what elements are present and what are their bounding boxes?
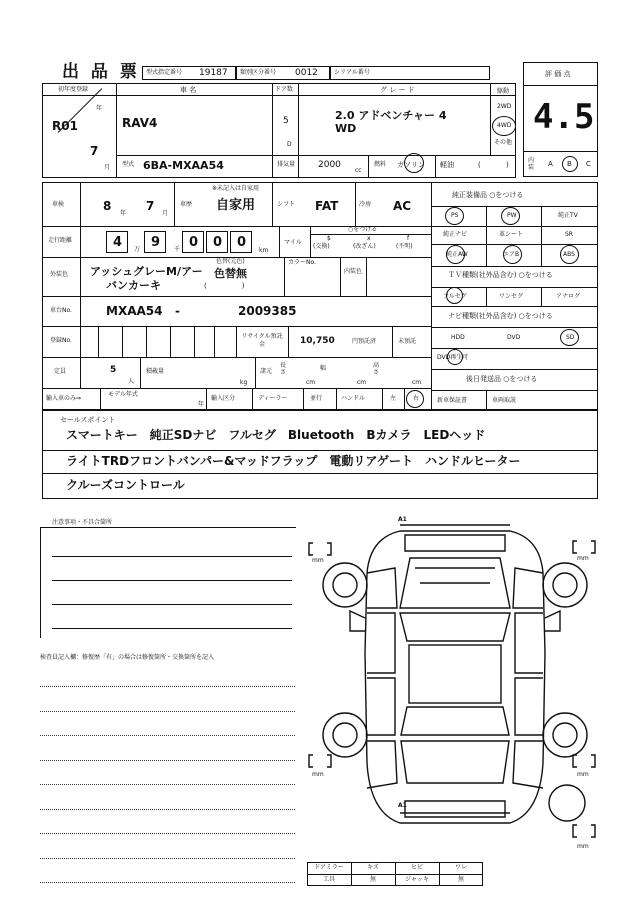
legend-header: ドアミラー bbox=[314, 864, 344, 871]
mileage-digit: 9 bbox=[151, 235, 161, 250]
r2-v16 bbox=[206, 388, 207, 410]
equip-abs-circle bbox=[560, 245, 579, 264]
eq-v5 bbox=[486, 390, 487, 410]
drive-label: 駆動 bbox=[497, 88, 510, 95]
row1-v7 bbox=[435, 155, 436, 178]
car-name: RAV4 bbox=[122, 116, 158, 130]
displacement-unit: cc bbox=[355, 167, 362, 174]
color-line1b: 色替無 bbox=[214, 267, 247, 280]
capacity-unit: 人 bbox=[128, 378, 135, 385]
shaken-month: 7 bbox=[146, 199, 155, 213]
first-reg-month-unit: 月 bbox=[104, 164, 111, 171]
type-number-label: 型式指定番号 bbox=[146, 69, 183, 76]
r2-v6 bbox=[310, 226, 311, 257]
handle-left: 左 bbox=[390, 395, 397, 402]
class-number-label: 類別区分番号 bbox=[240, 69, 277, 76]
interior-a: A bbox=[548, 160, 553, 168]
r2-v8 bbox=[340, 257, 341, 296]
history-label: 車歴 bbox=[180, 201, 193, 208]
load-unit: kg bbox=[240, 379, 248, 386]
equip-title: 純正装備品 ○をつける bbox=[452, 191, 524, 199]
navi-dvd: DVD bbox=[507, 334, 521, 341]
diagram-a1-bottom: A1 bbox=[398, 802, 407, 809]
row1-model-line bbox=[116, 155, 516, 156]
mileage-f: f bbox=[407, 235, 410, 242]
legend-value: ジャッキ bbox=[405, 876, 429, 883]
fuel-paren-open: ( bbox=[478, 161, 481, 169]
recycle-paid: 円預託済 bbox=[352, 338, 377, 345]
shaken-label: 車検 bbox=[52, 201, 65, 208]
model-label: 型式 bbox=[122, 161, 135, 168]
diagram-mm-3: mm bbox=[312, 771, 324, 778]
mileage-sen: 千 bbox=[174, 246, 181, 253]
score-divider bbox=[523, 85, 598, 86]
selling-line2: ライトTRDフロントバンパー&マッドフラップ 電動リアゲート ハンドルヒーター bbox=[66, 454, 521, 468]
r2-v19 bbox=[336, 388, 337, 410]
inspector-label: 検査員記入欄：修復歴「有」の場合は修復箇所・交換箇所を記入 bbox=[40, 654, 215, 661]
mileage-digit: 4 bbox=[113, 235, 123, 250]
shift-label: シフト bbox=[277, 201, 296, 208]
grade-line2: WD bbox=[335, 122, 357, 135]
dims-label: 諸元 bbox=[260, 368, 273, 375]
selling-label: セールスポイント bbox=[60, 416, 116, 424]
r2-v1 bbox=[80, 182, 81, 388]
inspector-line bbox=[40, 686, 295, 687]
mileage-digit: 0 bbox=[213, 235, 223, 250]
mileage-dollar: $ bbox=[327, 235, 331, 242]
fuel-gasoline: ガソリン bbox=[397, 161, 425, 169]
load-label: 積載量 bbox=[146, 368, 165, 375]
eq-h6 bbox=[431, 306, 598, 307]
eq-v1 bbox=[486, 206, 487, 266]
legend-header: キズ bbox=[367, 864, 379, 871]
mileage-modified: (改ざん) bbox=[353, 243, 376, 250]
equip-airbag: エアB bbox=[503, 251, 520, 258]
interior-c: C bbox=[586, 160, 591, 168]
capacity: 5 bbox=[110, 365, 117, 375]
type-number: 19187 bbox=[199, 68, 228, 78]
r2-v21 bbox=[404, 388, 405, 410]
inspector-line bbox=[40, 735, 295, 736]
shaken-year-unit: 年 bbox=[120, 210, 127, 217]
color-line1: アッシュグレーM/アー bbox=[90, 265, 203, 278]
caution-bracket bbox=[40, 527, 296, 638]
grade: 2.0 アドベンチャー 4 bbox=[335, 109, 447, 122]
drive-2wd: 2WD bbox=[497, 103, 512, 110]
diagram-mm-4: mm bbox=[577, 771, 589, 778]
mileage-x: x bbox=[367, 235, 371, 242]
frame-dash: - bbox=[175, 304, 180, 318]
mileage-km: km bbox=[259, 247, 269, 254]
mileage-circle-label: ○をつける bbox=[348, 226, 378, 233]
mileage-unknown: (不明) bbox=[396, 243, 413, 250]
eq-v3 bbox=[486, 287, 487, 306]
shaken-month-unit: 月 bbox=[162, 210, 169, 217]
doors-label: ドア数 bbox=[275, 86, 293, 93]
r2-v5 bbox=[279, 226, 280, 257]
sell-h2 bbox=[42, 473, 598, 474]
history: 自家用 bbox=[216, 198, 256, 213]
frame-label: 車台No. bbox=[50, 307, 72, 314]
later-title: 後日発送品 ○をつける bbox=[466, 375, 538, 383]
handle-right: 右 bbox=[413, 395, 420, 402]
navi-sd: SD bbox=[566, 334, 575, 341]
equip-ps-circle bbox=[445, 207, 464, 225]
import-parallel: 並行 bbox=[310, 395, 323, 402]
r2-v10 bbox=[236, 326, 237, 357]
navi-title: ナビ種類(社外品含む) ○をつける bbox=[448, 312, 553, 320]
fuel-paren-close: ) bbox=[506, 161, 509, 169]
color-label: 外装色 bbox=[50, 271, 69, 278]
model: 6BA-MXAA54 bbox=[143, 159, 224, 172]
reg-cell-divider bbox=[98, 326, 99, 357]
eq-h4 bbox=[431, 266, 598, 267]
equip-navi: 純正ナビ bbox=[443, 231, 468, 238]
import-dealer: ディーラー bbox=[258, 395, 288, 402]
caution-line-4 bbox=[52, 628, 292, 629]
equip-airbag-circle bbox=[503, 245, 522, 264]
grade-label: グ レ ー ド bbox=[380, 86, 415, 94]
r2-v17 bbox=[252, 388, 253, 410]
r2-v7 bbox=[284, 257, 285, 296]
r2-v11 bbox=[288, 326, 289, 357]
mile-label: マイル bbox=[284, 239, 302, 246]
history-note: ※未記入は自家用 bbox=[212, 185, 260, 192]
serial-number-label: シリアル番号 bbox=[334, 69, 370, 76]
first-reg-year-unit: 年 bbox=[96, 105, 103, 112]
eq-h10 bbox=[431, 390, 598, 391]
interior-b: B bbox=[567, 160, 572, 168]
equip-abs: ABS bbox=[563, 251, 575, 258]
interior-b-circle bbox=[562, 156, 578, 172]
mileage-digit-cell bbox=[144, 231, 166, 253]
sell-h1 bbox=[42, 450, 598, 451]
mileage-digit-cell bbox=[106, 231, 128, 253]
recycle-label: リサイクル預託金 bbox=[241, 333, 283, 348]
inspector-line bbox=[40, 760, 295, 761]
score-divider-2 bbox=[523, 151, 598, 152]
score-label: 評 価 点 bbox=[545, 70, 571, 78]
car-name-label: 車 名 bbox=[180, 86, 197, 94]
legend-header: ワレ bbox=[454, 864, 467, 871]
r2-v3 bbox=[272, 182, 273, 226]
handle-label: ハンドル bbox=[341, 395, 366, 402]
color-replace-label: 色替(元色) bbox=[216, 258, 245, 265]
row1-v3 bbox=[298, 83, 299, 178]
diagram-a1-top: A1 bbox=[398, 516, 407, 523]
equip-leather: 革シート bbox=[499, 231, 524, 238]
r2-v15 bbox=[100, 388, 101, 410]
doors-d: D bbox=[287, 141, 292, 148]
equip-tv: 純正TV bbox=[558, 212, 578, 219]
color-paren: ( ) bbox=[204, 282, 245, 290]
detail-h3 bbox=[42, 296, 431, 297]
equip-pw-circle bbox=[501, 207, 520, 225]
recycle-unpaid: 未預託 bbox=[398, 338, 417, 345]
drive-4wd: 4WD bbox=[497, 122, 512, 129]
r2-v2 bbox=[174, 182, 175, 226]
doors: 5 bbox=[283, 116, 289, 126]
mileage-digit-cell bbox=[206, 231, 228, 253]
fuel-gasoline-circle bbox=[404, 153, 424, 173]
handle-right-circle bbox=[406, 390, 424, 408]
import-class-label: 輸入区分 bbox=[211, 395, 236, 402]
shaken-year: 8 bbox=[103, 199, 112, 213]
inspector-line bbox=[40, 858, 295, 859]
equip-aw: 純正AW bbox=[446, 251, 468, 258]
selling-line3: クルーズコントロール bbox=[66, 478, 185, 492]
selling-line1: スマートキー 純正SDナビ フルセグ Bluetooth Bカメラ LEDヘッド bbox=[66, 428, 486, 442]
first-reg-month: 7 bbox=[90, 144, 99, 158]
reg-cell-divider bbox=[170, 326, 171, 357]
diagram-mm-1: mm bbox=[312, 557, 324, 564]
score-value: 4.5 bbox=[533, 97, 595, 137]
r2-v9 bbox=[366, 257, 367, 296]
reg-cell-divider bbox=[146, 326, 147, 357]
r2-v18 bbox=[303, 388, 304, 410]
caution-line-1 bbox=[52, 556, 292, 557]
length-unit: cm bbox=[306, 379, 316, 386]
equip-sr: SR bbox=[565, 231, 573, 238]
capacity-label: 定員 bbox=[54, 368, 67, 375]
first-reg-label: 初年度登録 bbox=[58, 86, 89, 93]
car-diagram bbox=[305, 513, 605, 853]
diagram-mm-5: mm bbox=[577, 843, 589, 850]
first-reg-year: R01 bbox=[52, 119, 78, 133]
frame-number: 2009385 bbox=[238, 304, 297, 318]
reg-cell-divider bbox=[214, 326, 215, 357]
shift: FAT bbox=[315, 199, 339, 213]
r2-v12 bbox=[392, 326, 393, 357]
displacement-label: 排気量 bbox=[277, 161, 296, 168]
mileage-digit-cell bbox=[230, 231, 252, 253]
tv-analog: アナログ bbox=[556, 293, 581, 300]
tv-title: ＴＶ種類(社外品含む) ○をつける bbox=[448, 271, 553, 279]
ac-label: 冷房 bbox=[359, 201, 372, 208]
length-label: 長さ bbox=[280, 362, 287, 376]
ac: AC bbox=[393, 199, 412, 213]
r2-v20 bbox=[382, 388, 383, 410]
width-label: 幅 bbox=[320, 365, 327, 372]
later-warranty: 新車保証書 bbox=[437, 397, 468, 404]
mileage-label: 走行距離 bbox=[48, 237, 73, 244]
dvd-play: DVD再生可 bbox=[437, 354, 469, 361]
reg-cell-divider bbox=[194, 326, 195, 357]
row1-v2 bbox=[272, 83, 273, 156]
model-year-label: モデル年式 bbox=[108, 391, 138, 398]
legend-value: 無 bbox=[369, 876, 376, 883]
inspector-line bbox=[40, 833, 295, 834]
interior-label: 内装 bbox=[528, 157, 535, 171]
eq-h7 bbox=[431, 327, 598, 328]
frame-model: MXAA54 bbox=[106, 304, 163, 318]
eq-v2 bbox=[541, 206, 542, 266]
equip-ps: PS bbox=[451, 212, 459, 219]
interior-color-label: 内装色 bbox=[344, 268, 363, 275]
r2-v4 bbox=[355, 182, 356, 226]
inspector-line bbox=[40, 882, 295, 883]
eq-h9 bbox=[431, 369, 598, 370]
displacement: 2000 bbox=[318, 160, 341, 170]
r2-v14 bbox=[255, 357, 256, 388]
inspector-line bbox=[40, 809, 295, 810]
detail-split bbox=[431, 182, 432, 410]
mileage-digit: 0 bbox=[237, 235, 247, 250]
model-year-unit: 年 bbox=[198, 401, 205, 408]
row1-header-line bbox=[42, 95, 516, 96]
sheet-title: 出 品 票 bbox=[62, 62, 140, 82]
recycle-amount: 10,750 bbox=[300, 336, 335, 346]
color-no-label: カラーNo. bbox=[288, 259, 316, 266]
tv-oneseg: ワンセグ bbox=[499, 293, 524, 300]
drive-other: その他 bbox=[494, 139, 513, 146]
mileage-change: (交換) bbox=[313, 243, 330, 250]
tv-fullseg-circle bbox=[446, 287, 463, 304]
reg-cell-divider bbox=[122, 326, 123, 357]
mileage-digit-cell bbox=[182, 231, 204, 253]
mileage-man: 万 bbox=[134, 246, 141, 253]
caution-label: 注意事項・不具合箇所 bbox=[52, 519, 113, 526]
color-line2: バンカーキ bbox=[106, 279, 161, 292]
mileage-digit: 0 bbox=[189, 235, 199, 250]
legend-header: ヒビ bbox=[410, 864, 423, 871]
fuel-diesel: 軽油 bbox=[440, 161, 454, 169]
equip-pw: PW bbox=[507, 212, 517, 219]
drive-4wd-circle bbox=[492, 116, 516, 136]
height-label: 高さ bbox=[373, 362, 380, 376]
inspector-line bbox=[40, 711, 295, 712]
reg-label: 登録No. bbox=[50, 337, 72, 344]
import-label: 輸入車のみ⇒ bbox=[46, 395, 82, 402]
equip-aw-circle bbox=[446, 245, 465, 264]
caution-line-3 bbox=[52, 604, 292, 605]
row1-v1 bbox=[116, 83, 117, 178]
navi-hdd: HDD bbox=[451, 334, 465, 341]
width-unit: cm bbox=[357, 379, 367, 386]
eq-h2 bbox=[431, 226, 598, 227]
row1-v6 bbox=[368, 155, 369, 178]
r2-v13 bbox=[140, 357, 141, 388]
eq-v4 bbox=[541, 287, 542, 306]
detail-h5 bbox=[42, 357, 431, 358]
row1-v4 bbox=[490, 83, 491, 155]
row1-v5 bbox=[272, 155, 273, 178]
inspector-line bbox=[40, 784, 295, 785]
class-number: 0012 bbox=[295, 68, 318, 78]
dvd-play-circle bbox=[447, 349, 463, 365]
legend-value: 工具 bbox=[322, 876, 335, 883]
navi-sd-circle bbox=[560, 329, 579, 346]
fuel-label: 燃料 bbox=[374, 161, 387, 168]
height-unit: cm bbox=[412, 379, 422, 386]
diagram-mm-2: mm bbox=[577, 555, 589, 562]
caution-line-2 bbox=[52, 580, 292, 581]
later-manual: 車両取説 bbox=[492, 397, 517, 404]
tv-fullseg: フルセグ bbox=[443, 293, 467, 300]
legend-value: 無 bbox=[457, 876, 464, 883]
